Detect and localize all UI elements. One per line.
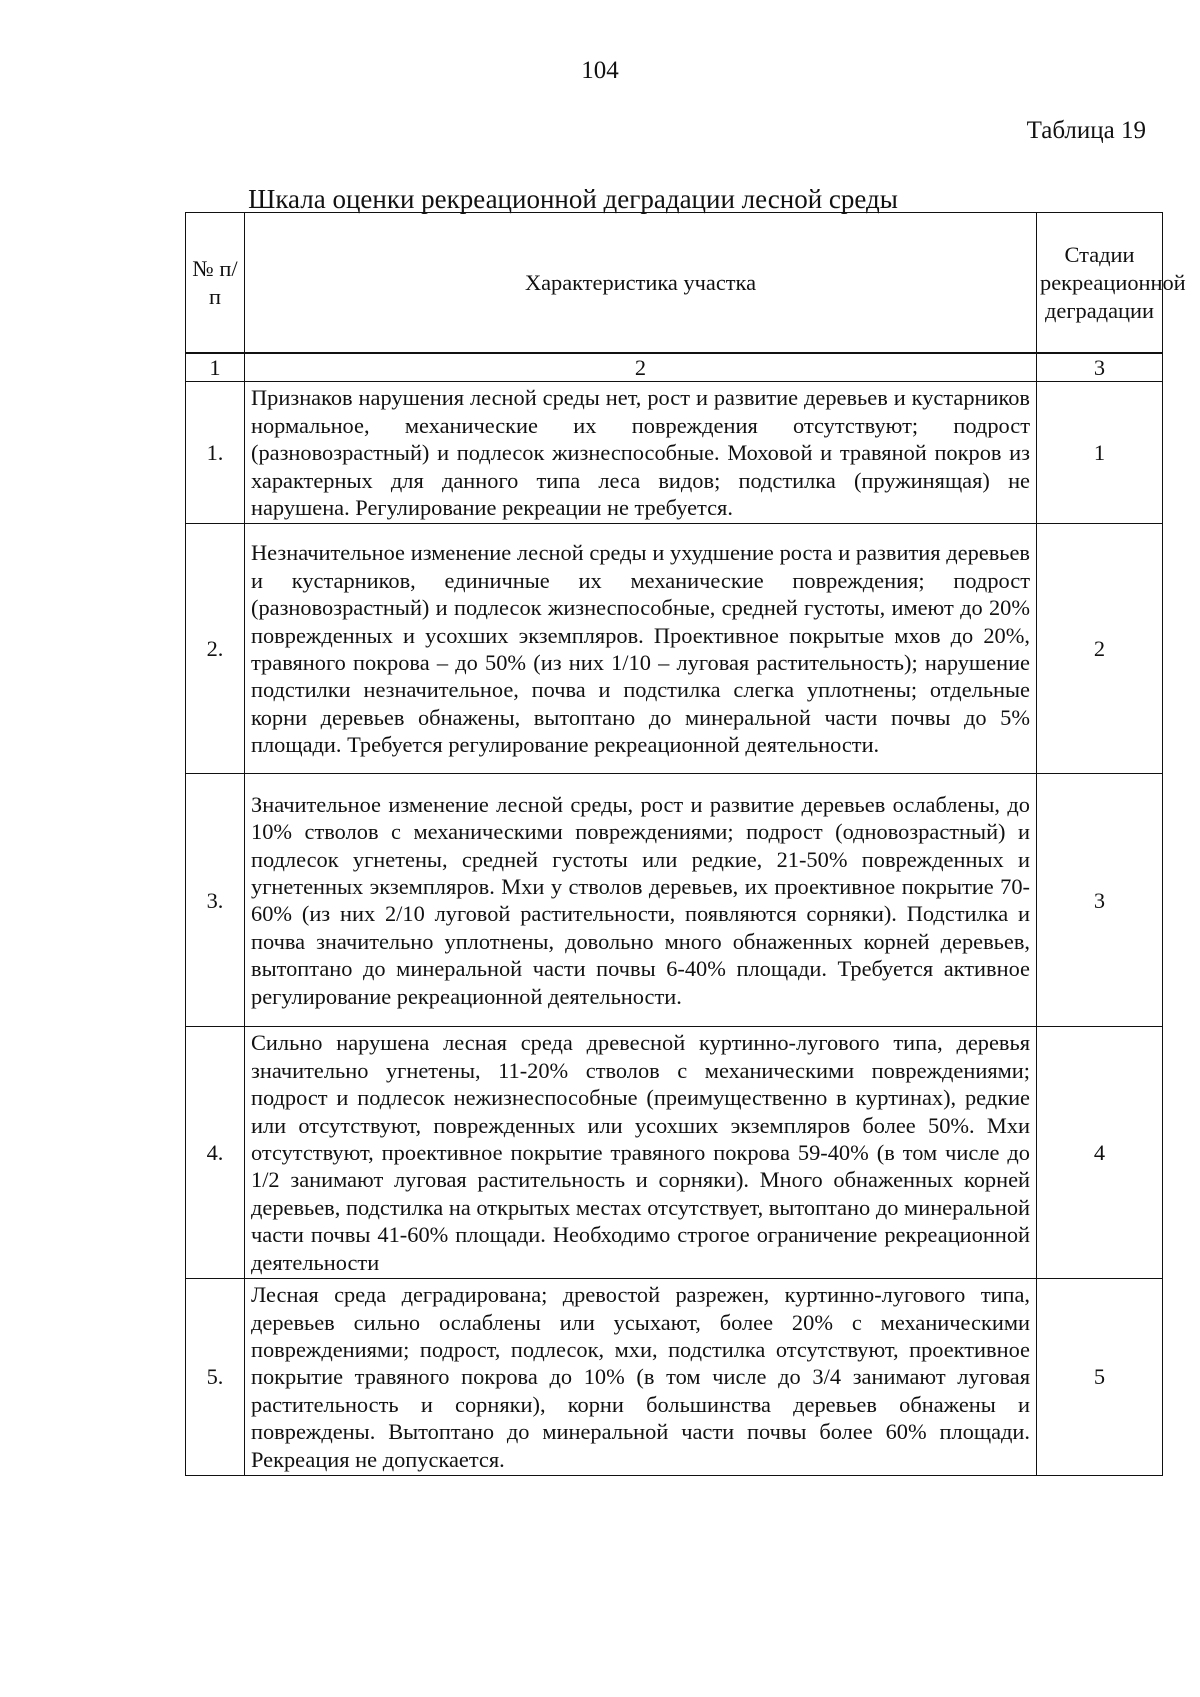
column-number-row [186,354,1163,382]
row-stage: 5 [1037,1279,1163,1476]
table-row [186,1027,1163,1279]
table-row [186,1279,1163,1476]
row-stage: 4 [1037,1027,1163,1279]
row-number: 2. [186,524,245,774]
row-description: Сильно нарушена лесная среда древесной куртинно-лугового типа, деревья значительно угнетены, 11-20% стволов с механическими повреждениями; подрост и подлесок нежизнеспособные (преимущественно в куртинах), редкие или отсутствуют, поврежденных или усохших экземпляров более 50%. Мхи отсутствуют, проективное покрытие травяного покрова 59-40% (в том числе до 1/2 занимают луговая растительность и сорняки). Много обнаженных корней деревьев, подстилка на открытых местах отсутствует, вытоптано до минеральной части почвы 41-60% площади. Необходимо строгое ограничение рекреационной деятельности [245,1027,1037,1279]
row-number: 3. [186,774,245,1027]
page-number: 104 [581,57,619,84]
row-description: Признаков нарушения лесной среды нет, рост и развитие деревьев и кустарников нормальное, механические их повреждения отсутствуют; подрост (разновозрастный) и подлесок жизнеспособные. Моховой и травяной покров из характерных для данного типа леса видов; подстилка (пружинящая) не нарушена. Регулирование рекреации не требуется. [245,382,1037,524]
column-number: 1 [186,354,245,382]
table-title-text: Шкала оценки рекреационной деградации лесной среды [248,184,898,214]
degradation-scale-table [185,212,1186,1476]
row-stage: 3 [1037,774,1163,1027]
table-label: Таблица 19 [1026,117,1146,144]
table-title [0,183,1200,215]
header-characteristic: Характеристика участка [245,213,1037,353]
row-stage: 2 [1037,524,1163,774]
row-stage: 1 [1037,382,1163,524]
row-number: 1. [186,382,245,524]
table-row [186,524,1163,774]
row-description: Значительное изменение лесной среды, рост и развитие деревьев ослаблены, до 10% стволов с механическими повреждениями; подрост (одновозрастный) и подлесок угнетены, средней густоты или редкие, 21-50% поврежденных и угнетенных экземпляров. Мхи у стволов деревьев, их проективное покрытие 70-60% (из них 2/10 луговой растительности, появляются сорняки). Подстилка и почва значительно уплотнены, довольно много обнаженных корней деревьев, вытоптано до минеральной части почвы 6-40% площади. Требуется активное регулирование рекреационной деятельности. [245,774,1037,1027]
header-stage: Стадии рекреационной деградации [1037,213,1163,353]
header-num: № п/п [186,213,245,353]
column-number: 2 [245,354,1037,382]
row-description: Лесная среда деградирована; древостой разрежен, куртинно-лугового типа, деревьев сильно ослаблены или усыхают, более 20% с механическими повреждениями; подрост, подлесок, мхи, подстилка отсутствуют, проективное покрытие травяного покрова до 10% (в том числе до 3/4 занимают луговая растительность и сорняки), корни большинства деревьев обнажены и повреждены. Вытоптано до минеральной части почвы более 60% площади. Рекреация не допускается. [245,1279,1037,1476]
header-row [186,213,1163,353]
table-row [186,774,1163,1027]
row-number: 5. [186,1279,245,1476]
column-number: 3 [1037,354,1163,382]
table-row [186,382,1163,524]
row-description: Незначительное изменение лесной среды и ухудшение роста и развития деревьев и кустарников, единичные их механические повреждения; подрост (разновозрастный) и подлесок жизнеспособные, средней густоты, имеют до 20% поврежденных и усохших экземпляров. Проективное покрытые мхов до 20%, травяного покрова – до 50% (из них 1/10 – луговая растительность); нарушение подстилки незначительное, почва и подстилка слегка уплотнены; отдельные корни деревьев обнажены, вытоптано до минеральной части почвы до 5% площади. Требуется регулирование рекреационной деятельности. [245,524,1037,774]
row-number: 4. [186,1027,245,1279]
